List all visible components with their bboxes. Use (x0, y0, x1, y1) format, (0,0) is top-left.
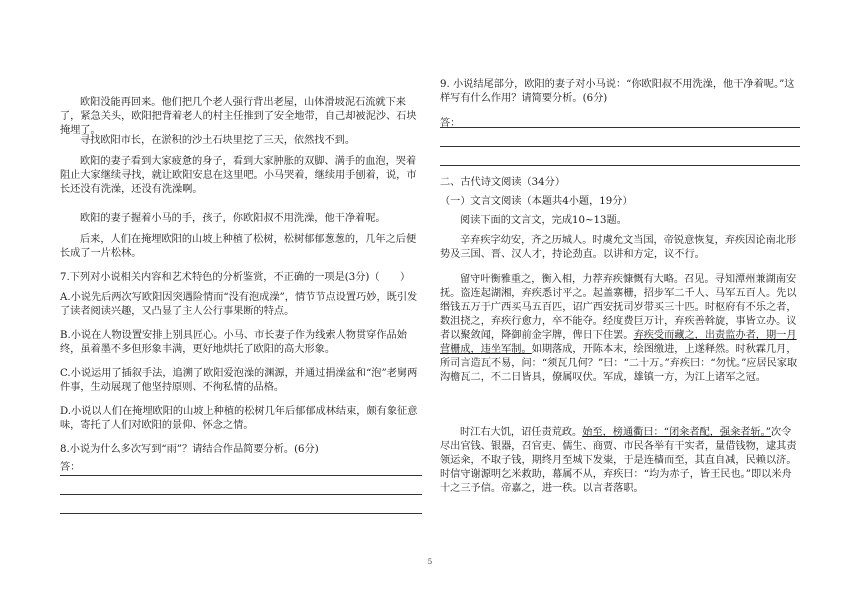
story-paragraph-3: 欧阳的妻子看到大家疲惫的身子，看到大家肿胀的双脚、满手的血泡，哭着阻止大家继续寻找，就让欧阳安息在这里吧。小马哭着，继续用手刨着，说，市长还没有洗澡，还没有洗澡啊。 (60, 156, 417, 195)
answer-line-q8-1[interactable] (60, 475, 422, 476)
question-7-option-d: D.小说以人们在掩埋欧阳的山坡上种植的松树几年后郁郁成林结束，颇有象征意味，寄托了人们对欧阳的景仰、怀念之情。 (60, 406, 418, 431)
answer-line-q9-2[interactable] (440, 146, 800, 147)
underlined-sentence-2: 始至，榜通衢曰：“闭籴者配，强籴者斩。” (582, 427, 771, 438)
page-number: 5 (427, 558, 433, 566)
question-7-option-a: A.小说先后两次写欧阳因突遇险情而“没有泡成澡”，情节节点设置巧妙，既引发了读者阅读兴趣，又凸显了主人公行事果断的特点。 (60, 292, 418, 317)
reading-instruction: 阅读下面的文言文，完成10~13题。 (460, 215, 627, 226)
question-8: 8.小说为什么多次写到“雨”？请结合作品简要分析。(6分) (60, 444, 319, 455)
answer-line-q9-1[interactable] (440, 127, 800, 128)
answer-label-q9: 答： (440, 118, 461, 129)
answer-line-q8-3[interactable] (60, 513, 422, 514)
story-paragraph-4: 欧阳的妻子握着小马的手，孩子，你欧阳叔不用洗澡，他干净着呢。 (80, 213, 386, 224)
story-paragraph-2: 寻找欧阳市长，在淤积的沙土石块里挖了三天，依然找不到。 (80, 135, 356, 146)
classical-paragraph-2: 留守叶衡雅重之，衡入相，力荐弃疾慷慨有大略。召见。寻知潭州兼湖南安抚。盗连起湖湘，弃疾悉讨平之。起盖寨栅，招步军二千人、马军五百人。先以缗钱五万于广西买马五百匹，诏广西安抚司岁带买三十匹。时枢府有不乐之者，数沮挠之，弃疾行愈力，卒不能夺。经度费巨万计，弃疾善斡旋，事皆立办。议者以聚敛闻，降御前金字牌，俾日下住罢。弃疾受而藏之，出责监办者，期一月营栅成，违坐军制。如期落成，开陈本末，绘图缴进，上遂释然。时秋霖几月，所司言造瓦不易，问：“须瓦几何？”曰：“二十万。”弃疾曰：“勿忧。”应居民家取沟檐瓦二，不二日皆具，僚属叹伏。军成，雄镇一方，为江上诸军之冠。 (440, 274, 798, 383)
classical-paragraph-3: 时江右大饥，诏任责荒政。始至，榜通衢曰：“闭籴者配，强籴者斩。”次令尽出官钱、银器，召官吏、儒生、商贾、市民各举有干实者，量借钱物，逮其责领运籴，不取子钱，期终月至城下发粜，于是连樯而至，其直自减，民赖以济。时信守谢源明乞米救助，幕属不从，弃疾曰：“均为赤子，皆王民也。”即以米舟十之三予信。帝嘉之，进一秩。以言者落职。 (440, 427, 797, 494)
underlined-sentence-1: 弃疾受而藏之，出责监办者，期一月营栅成，违坐军制。 (440, 330, 797, 355)
question-7: 7.下列对小说相关内容和艺术特色的分析鉴赏，不正确的一项是(3分)（ ） (60, 272, 411, 283)
answer-line-q9-3[interactable] (440, 165, 800, 166)
section-2-1-heading: （一）文言文阅读（本题共4小题，19分） (440, 196, 633, 207)
classical-paragraph-1: 辛弃疾字幼安，齐之历城人。时虞允文当国，帝锐意恢复，弃疾因论南北形势及三国、晋、汉人才，持论劲直。以讲和方定，议不行。 (440, 235, 797, 260)
story-paragraph-1: 欧阳没能再回来。他们把几个老人强行背出老屋，山体滑坡泥石流就下来了，紧急关头，欧阳把背着老人的村主任推到了安全地带，自己却被泥沙、石块掩埋了。 (60, 97, 417, 136)
answer-line-q8-2[interactable] (60, 494, 422, 495)
question-7-option-b: B.小说在人物设置安排上别具匠心。小马、市长妻子作为线索人物贯穿作品始终，虽着墨不多但形象丰满，更好地烘托了欧阳的高大形象。 (60, 330, 407, 355)
section-2-heading: 二、古代诗文阅读（34分） (440, 177, 566, 188)
question-7-option-c: C.小说运用了插叙手法，追溯了欧阳爱泡澡的渊源，并通过捐澡盆和“泡”老舅两件事，生动展现了他坚持原则、不徇私情的品格。 (60, 368, 418, 393)
question-9: 9. 小说结尾部分，欧阳的妻子对小马说：“你欧阳叔不用洗澡，他干净着呢。”这样写有什么作用？请简要分析。(6分) (440, 79, 795, 104)
story-paragraph-5: 后来，人们在掩埋欧阳的山坡上种植了松树，松树郁郁葱葱的，几年之后便长成了一片松林。 (60, 234, 417, 259)
answer-label-q8: 答： (60, 462, 81, 473)
